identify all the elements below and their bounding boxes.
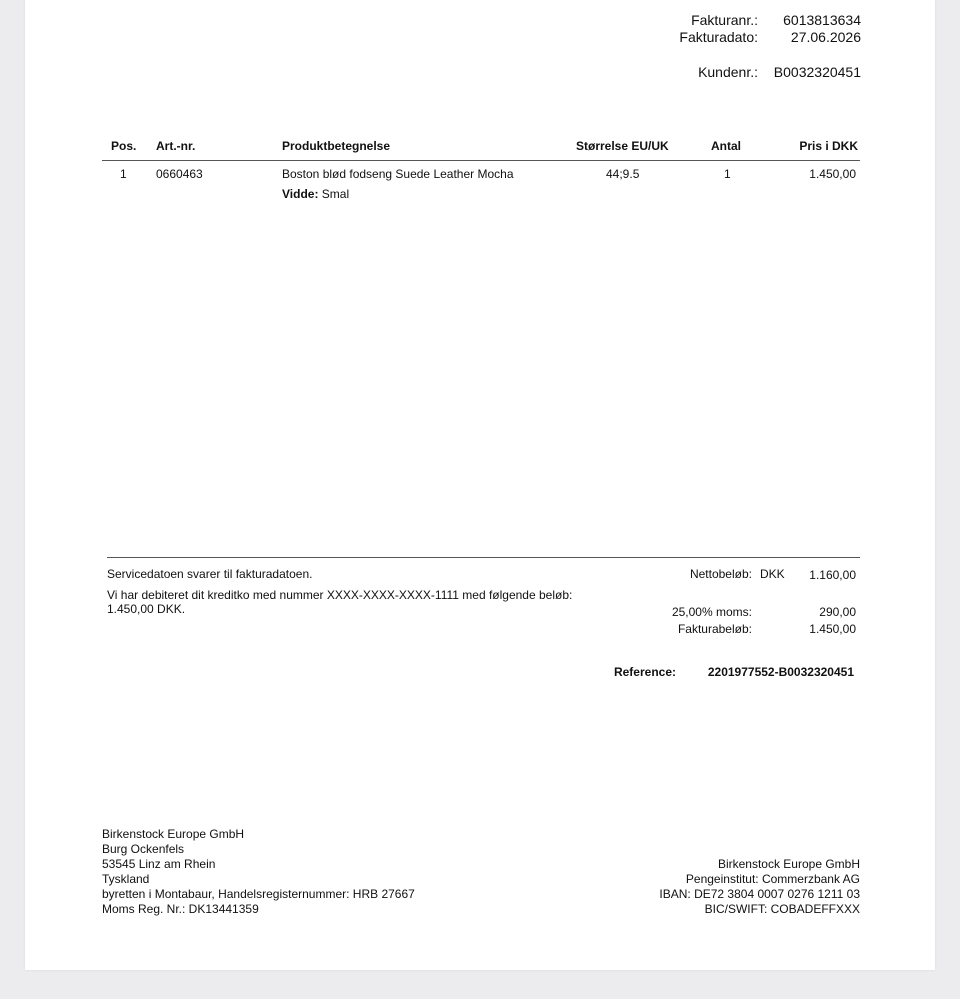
col-price: Pris i DKK [799,139,858,153]
net-label: Nettobeløb: [689,567,752,581]
vat-label: 25,00% moms: [671,605,752,619]
col-product: Produktbetegnelse [282,139,391,153]
row-width-label: Vidde: [282,187,319,201]
summary-divider [107,557,860,558]
footer-left-line: byretten i Montabaur, Handelsregisternummer: HRB 27667 [102,887,415,901]
footer-left-line: Burg Ockenfels [102,842,185,856]
footer-bank-info [659,857,860,917]
customer-number-label: Kundenr.: [698,64,758,80]
col-qty: Antal [711,139,741,153]
invoice-number-label: Fakturanr.: [691,12,758,28]
footer-left-line: 53545 Linz am Rhein [102,857,216,871]
payment-note-line1: Vi har debiteret dit kreditko med nummer XXXX-XXXX-XXXX-1111 med følgende beløb: [107,588,573,602]
row-product: Boston blød fodseng Suede Leather Mocha [282,167,514,181]
payment-note-line2: 1.450,00 DKK. [107,602,186,616]
total-label: Fakturabeløb: [677,622,752,636]
vat-amount: 290,00 [819,605,856,619]
reference-label: Reference: [613,665,676,679]
net-currency: DKK [760,567,785,581]
total-amount: 1.450,00 [809,622,856,636]
invoice-date: 27.06.2026 [790,29,861,45]
row-art-nr: 0660463 [156,167,203,181]
row-price: 1.450,00 [809,167,856,181]
reference-value: 2201977552-B0032320451 [707,665,854,679]
row-qty: 1 [724,167,731,181]
footer-right-line: Birkenstock Europe GmbH [717,857,860,871]
invoice-number: 6013813634 [783,12,861,28]
footer-right-line: Pengeinstitut: Commerzbank AG [685,872,860,886]
customer-number: B0032320451 [773,64,861,80]
col-art-nr: Art.-nr. [156,139,196,153]
footer-right-line: BIC/SWIFT: COBADEFFXXX [704,902,860,916]
row-width [282,187,349,201]
row-size: 44;9.5 [606,167,640,181]
footer-right-line: IBAN: DE72 3804 0007 0276 1211 03 [659,887,860,901]
col-pos: Pos. [111,139,137,153]
table-header-divider [102,160,860,161]
col-size: Størrelse EU/UK [576,139,669,153]
net-amount: 1.160,00 [809,568,856,582]
invoice-date-label: Fakturadato: [679,29,758,45]
row-width-value: Smal [321,187,350,201]
footer-left-line: Birkenstock Europe GmbH [102,827,245,841]
row-pos: 1 [120,167,127,181]
footer-left-line: Tyskland [102,872,150,886]
service-note: Servicedatoen svarer til fakturadatoen. [107,567,313,581]
footer-company-address [102,827,415,917]
footer-left-line: Moms Reg. Nr.: DK13441359 [102,902,259,916]
invoice-page [25,0,935,970]
